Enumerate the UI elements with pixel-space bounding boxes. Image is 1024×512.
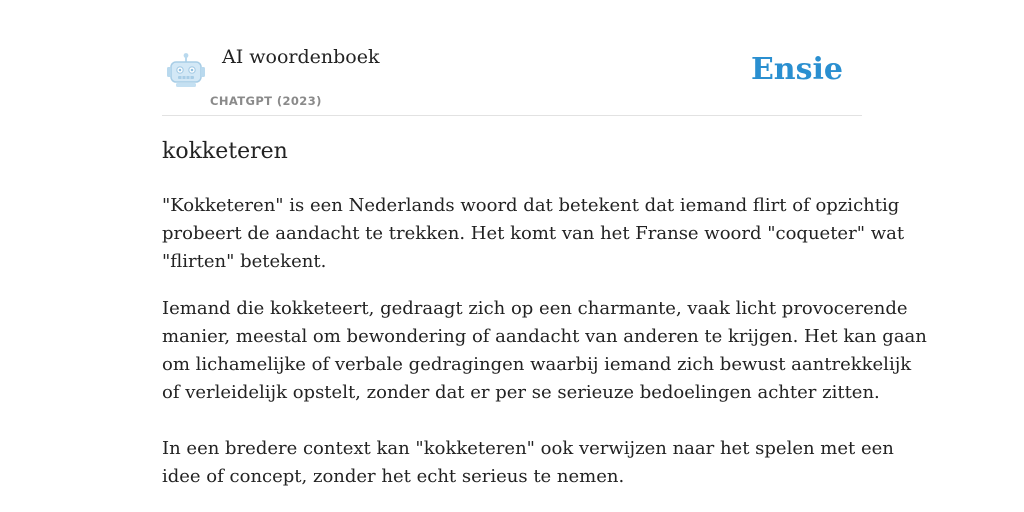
definition-paragraph-3 <box>162 435 894 491</box>
entry-term: kokketeren <box>162 139 288 164</box>
paragraph-line: "Kokketeren" is een Nederlands woord dat betekent dat iemand flirt of opzichtig <box>162 195 900 216</box>
page-container <box>162 0 927 487</box>
ensie-logo-link[interactable]: Ensie <box>750 52 843 87</box>
header <box>162 0 862 116</box>
paragraph-line: idee of concept, zonder het echt serieus te nemen. <box>162 466 625 487</box>
site-title[interactable]: AI woordenboek <box>222 46 380 68</box>
definition-paragraph-1 <box>162 192 905 276</box>
robot-icon <box>166 52 206 88</box>
paragraph-line: of verleidelijk opstelt, zonder dat er per se serieuze bedoelingen achter zitten. <box>162 382 880 403</box>
paragraph-line: probeert de aandacht te trekken. Het komt van het Franse woord "coqueter" wat <box>162 223 905 244</box>
paragraph-line: "flirten" betekent. <box>162 251 327 272</box>
definition-paragraph-2 <box>162 295 927 407</box>
paragraph-line: manier, meestal om bewondering of aandacht van anderen te krijgen. Het kan gaan <box>162 326 927 347</box>
paragraph-line: om lichamelijke of verbale gedragingen waarbij iemand zich bewust aantrekkelijk <box>162 354 912 375</box>
paragraph-line: In een bredere context kan "kokketeren" ook verwijzen naar het spelen met een <box>162 438 894 459</box>
paragraph-line: Iemand die kokketeert, gedraagt zich op een charmante, vaak licht provocerende <box>162 298 908 319</box>
source-label: CHATGPT (2023) <box>210 94 322 108</box>
